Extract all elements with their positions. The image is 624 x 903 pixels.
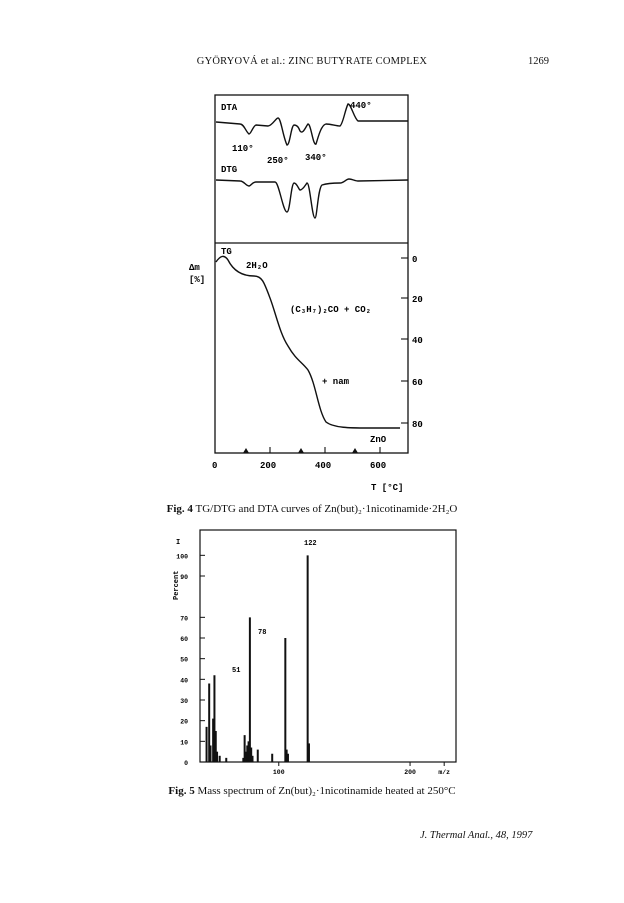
x-tick-label: 200 [260, 461, 277, 471]
figure-5-caption-text: Mass spectrum of Zn(but)₂·1nicotinamide heated at 250°C [197, 785, 456, 797]
x-axis-label: T [°C] [371, 483, 404, 493]
figure-4-caption-label: Fig. 4 [166, 503, 193, 515]
ms-y-tick-label: 100 [176, 553, 188, 561]
ms-y-tick-label: 70 [180, 615, 188, 623]
ms-y-tick-label: 90 [180, 574, 188, 581]
ms-y-tick-label: 30 [180, 698, 188, 705]
y-tick-label: 0 [412, 255, 418, 265]
ms-x-tick-label: 100 [272, 769, 285, 776]
ms-frame [200, 530, 456, 762]
y-tick-label: 20 [412, 295, 423, 305]
peak-440-label: 440° [350, 101, 372, 111]
left-axis-unit: [%] [189, 275, 206, 285]
left-axis-label: Δm [189, 263, 200, 273]
dta-label: DTA [221, 103, 238, 113]
running-title: GYÖRYOVÁ et al.: ZINC BUTYRATE COMPLEX [196, 56, 428, 67]
step-nam-label: + nam [322, 377, 350, 387]
x-tick-label: 0 [212, 461, 218, 471]
ms-y-tick-label: 40 [180, 677, 188, 685]
ms-x-tick-label: m/z [438, 769, 451, 776]
ms-peak-label-122: 122 [304, 540, 317, 548]
peak-110-label: 110° [232, 144, 254, 154]
ms-peak-label-78: 78 [258, 629, 267, 637]
tg-label: TG [221, 247, 232, 257]
ms-peak-label-51: 51 [232, 667, 241, 675]
y-tick-label: 60 [412, 378, 423, 388]
page-number: 1269 [528, 56, 549, 67]
y-tick-label: 40 [412, 336, 423, 346]
figure-5-caption [0, 785, 624, 797]
journal-footer: J. Thermal Anal., 48, 1997 [420, 830, 533, 841]
dtg-label: DTG [221, 165, 238, 175]
figure-4-caption-text: TG/DTG and DTA curves of Zn(but)₂·1nicotinamide·2H₂O [195, 503, 458, 515]
figure-5-caption-label: Fig. 5 [168, 785, 195, 797]
ms-x-tick-label: 200 [404, 769, 416, 776]
ms-y-tick-label: 60 [180, 636, 188, 643]
ms-y-tick-label: 0 [184, 760, 188, 767]
residue-label: ZnO [370, 435, 387, 445]
step-water-label: 2H₂O [246, 261, 268, 271]
x-tick-label: 600 [370, 461, 387, 471]
peak-250-label: 250° [267, 156, 289, 166]
ms-ylabel: Percent [173, 570, 181, 600]
ms-x-axis [273, 762, 450, 776]
step-butyr-label: (C₃H₇)₂CO + CO₂ [290, 305, 372, 315]
ms-y-tick-label: 50 [180, 656, 188, 664]
ms-y-tick-label: 20 [180, 718, 188, 726]
ms-ylabel-top: I [176, 539, 181, 547]
x-tick-label: 400 [315, 461, 332, 471]
ms-peaks [207, 555, 309, 762]
peak-340-label: 340° [305, 153, 327, 163]
ms-y-tick-label: 10 [180, 739, 188, 747]
y-tick-label: 80 [412, 420, 423, 430]
